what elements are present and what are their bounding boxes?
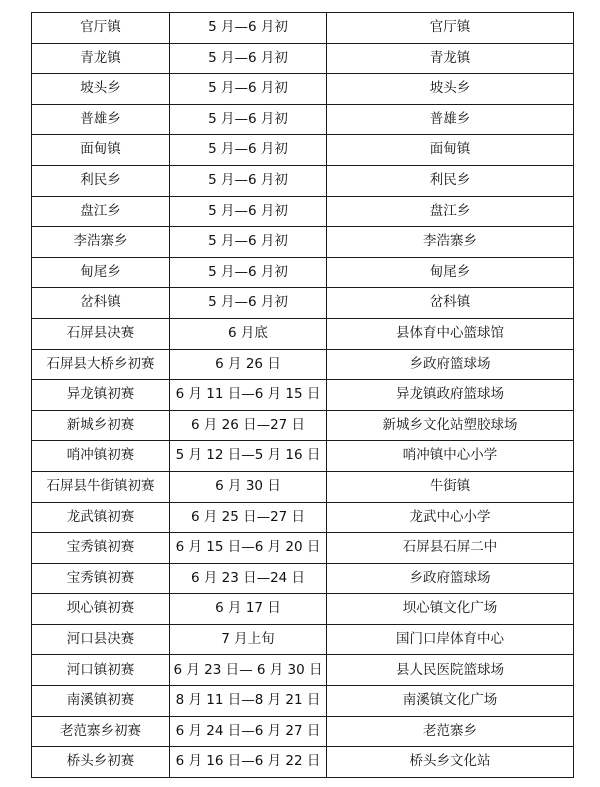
event-name-cell: 河口县决赛 (32, 624, 170, 655)
date-cell: 5 月 12 日—5 月 16 日 (170, 441, 327, 472)
venue-cell: 县人民医院篮球场 (327, 655, 574, 686)
venue-cell: 坡头乡 (327, 74, 574, 105)
date-cell: 6 月 17 日 (170, 594, 327, 625)
date-cell: 6 月 25 日—27 日 (170, 502, 327, 533)
venue-cell: 甸尾乡 (327, 257, 574, 288)
event-name-cell: 石屏县决赛 (32, 318, 170, 349)
date-cell: 5 月—6 月初 (170, 288, 327, 319)
table-row (32, 502, 574, 533)
schedule-document (31, 12, 573, 778)
table-row (32, 594, 574, 625)
date-cell: 6 月 30 日 (170, 471, 327, 502)
table-row (32, 43, 574, 74)
date-cell: 5 月—6 月初 (170, 135, 327, 166)
event-name-cell: 石屏县大桥乡初赛 (32, 349, 170, 380)
venue-cell: 国门口岸体育中心 (327, 624, 574, 655)
event-name-cell: 李浩寨乡 (32, 227, 170, 258)
table-row (32, 716, 574, 747)
event-name-cell: 石屏县牛街镇初赛 (32, 471, 170, 502)
table-row (32, 288, 574, 319)
table-row (32, 686, 574, 717)
date-cell: 6 月 11 日—6 月 15 日 (170, 380, 327, 411)
date-cell: 5 月—6 月初 (170, 104, 327, 135)
table-row (32, 349, 574, 380)
event-name-cell: 龙武镇初赛 (32, 502, 170, 533)
date-cell: 5 月—6 月初 (170, 227, 327, 258)
date-cell: 5 月—6 月初 (170, 74, 327, 105)
venue-cell: 青龙镇 (327, 43, 574, 74)
date-cell: 5 月—6 月初 (170, 196, 327, 227)
event-name-cell: 坡头乡 (32, 74, 170, 105)
table-row (32, 13, 574, 44)
venue-cell: 龙武中心小学 (327, 502, 574, 533)
venue-cell: 面甸镇 (327, 135, 574, 166)
date-cell: 7 月上旬 (170, 624, 327, 655)
event-name-cell: 青龙镇 (32, 43, 170, 74)
venue-cell: 南溪镇文化广场 (327, 686, 574, 717)
table-row (32, 563, 574, 594)
venue-cell: 桥头乡文化站 (327, 747, 574, 778)
table-row (32, 104, 574, 135)
schedule-table (31, 12, 574, 778)
table-row (32, 318, 574, 349)
venue-cell: 官厅镇 (327, 13, 574, 44)
event-name-cell: 宝秀镇初赛 (32, 563, 170, 594)
date-cell: 6 月 26 日—27 日 (170, 410, 327, 441)
date-cell: 5 月—6 月初 (170, 257, 327, 288)
date-cell: 6 月 16 日—6 月 22 日 (170, 747, 327, 778)
table-row (32, 655, 574, 686)
table-row (32, 380, 574, 411)
event-name-cell: 盘江乡 (32, 196, 170, 227)
table-row (32, 624, 574, 655)
venue-cell: 老范寨乡 (327, 716, 574, 747)
venue-cell: 乡政府篮球场 (327, 563, 574, 594)
venue-cell: 牛街镇 (327, 471, 574, 502)
table-row (32, 165, 574, 196)
date-cell: 5 月—6 月初 (170, 43, 327, 74)
event-name-cell: 岔科镇 (32, 288, 170, 319)
date-cell: 8 月 11 日—8 月 21 日 (170, 686, 327, 717)
event-name-cell: 宝秀镇初赛 (32, 533, 170, 564)
venue-cell: 新城乡文化站塑胶球场 (327, 410, 574, 441)
date-cell: 6 月 26 日 (170, 349, 327, 380)
event-name-cell: 老范寨乡初赛 (32, 716, 170, 747)
date-cell: 6 月底 (170, 318, 327, 349)
venue-cell: 石屏县石屏二中 (327, 533, 574, 564)
event-name-cell: 面甸镇 (32, 135, 170, 166)
date-cell: 6 月 24 日—6 月 27 日 (170, 716, 327, 747)
venue-cell: 哨冲镇中心小学 (327, 441, 574, 472)
table-row (32, 257, 574, 288)
event-name-cell: 异龙镇初赛 (32, 380, 170, 411)
event-name-cell: 新城乡初赛 (32, 410, 170, 441)
date-cell: 5 月—6 月初 (170, 13, 327, 44)
table-row (32, 441, 574, 472)
event-name-cell: 坝心镇初赛 (32, 594, 170, 625)
venue-cell: 利民乡 (327, 165, 574, 196)
event-name-cell: 官厅镇 (32, 13, 170, 44)
event-name-cell: 桥头乡初赛 (32, 747, 170, 778)
event-name-cell: 哨冲镇初赛 (32, 441, 170, 472)
table-row (32, 196, 574, 227)
date-cell: 6 月 23 日— 6 月 30 日 (170, 655, 327, 686)
event-name-cell: 利民乡 (32, 165, 170, 196)
table-row (32, 747, 574, 778)
event-name-cell: 南溪镇初赛 (32, 686, 170, 717)
table-row (32, 227, 574, 258)
date-cell: 5 月—6 月初 (170, 165, 327, 196)
venue-cell: 盘江乡 (327, 196, 574, 227)
schedule-table-body (32, 13, 574, 778)
table-row (32, 533, 574, 564)
date-cell: 6 月 23 日—24 日 (170, 563, 327, 594)
table-row (32, 471, 574, 502)
venue-cell: 异龙镇政府篮球场 (327, 380, 574, 411)
venue-cell: 普雄乡 (327, 104, 574, 135)
table-row (32, 135, 574, 166)
event-name-cell: 河口镇初赛 (32, 655, 170, 686)
venue-cell: 县体育中心篮球馆 (327, 318, 574, 349)
table-row (32, 74, 574, 105)
event-name-cell: 甸尾乡 (32, 257, 170, 288)
event-name-cell: 普雄乡 (32, 104, 170, 135)
venue-cell: 李浩寨乡 (327, 227, 574, 258)
venue-cell: 岔科镇 (327, 288, 574, 319)
date-cell: 6 月 15 日—6 月 20 日 (170, 533, 327, 564)
table-row (32, 410, 574, 441)
venue-cell: 坝心镇文化广场 (327, 594, 574, 625)
venue-cell: 乡政府篮球场 (327, 349, 574, 380)
